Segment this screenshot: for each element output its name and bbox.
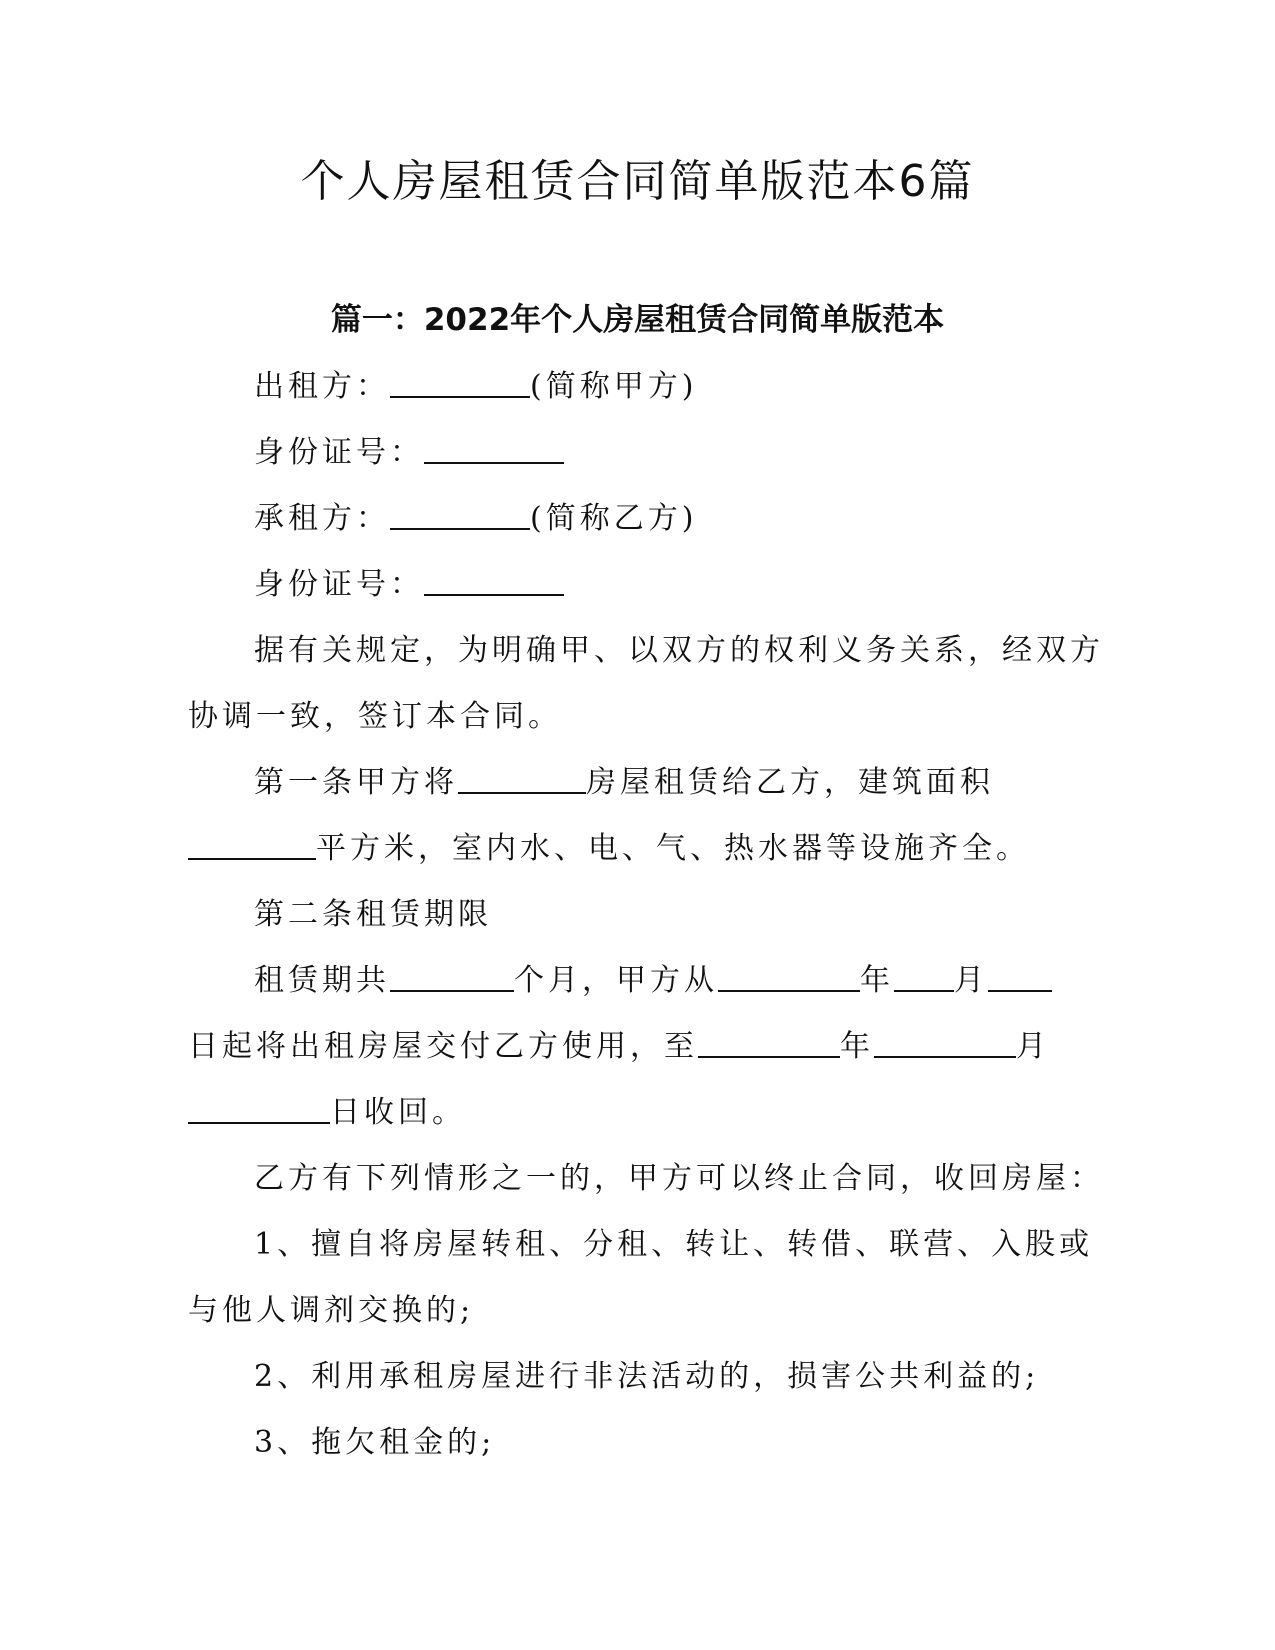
lessor-id-label: 身份证号：: [254, 435, 424, 470]
end-day-blank: [188, 1092, 330, 1124]
preamble-line-1: 据有关规定，为明确甲、以双方的权利义务关系，经双方: [254, 633, 1104, 668]
lessor-suffix: (简称甲方): [530, 369, 698, 404]
article-2-heading: 第二条租赁期限: [254, 897, 492, 932]
lessor-blank: [390, 366, 530, 398]
start-month-blank: [894, 960, 954, 992]
start-day-blank: [988, 960, 1052, 992]
article-1-part-2: 房屋租赁给乙方，建筑面积: [586, 765, 994, 800]
term-line-1: [188, 948, 1088, 1014]
termination-intro: 乙方有下列情形之一的，甲方可以终止合同，收回房屋：: [254, 1161, 1104, 1196]
item-1-line-2: 与他人调剂交换的;: [188, 1293, 475, 1328]
item-3: 3、拖欠租金的;: [254, 1425, 496, 1460]
contract-body: [188, 354, 1104, 1476]
document-title: 个人房屋租赁合同简单版范本6篇: [300, 156, 975, 207]
lessee-id-label: 身份证号：: [254, 567, 424, 602]
term-part-1: 租赁期共: [254, 963, 390, 998]
area-blank: [188, 828, 316, 860]
end-year-blank: [698, 1026, 840, 1058]
end-month-blank: [874, 1026, 1016, 1058]
term-year-1: 年: [860, 963, 894, 998]
lessee-label: 承租方：: [254, 501, 390, 536]
term-year-2: 年: [840, 1029, 874, 1064]
lessee-suffix: (简称乙方): [530, 501, 698, 536]
article-1-part-1: 第一条甲方将: [254, 765, 458, 800]
lessor-id-blank: [424, 432, 564, 464]
lessee-line: [188, 486, 1088, 552]
lessee-id-blank: [424, 564, 564, 596]
item-1-line-1: 1、擅自将房屋转租、分租、转让、转借、联营、入股或: [254, 1227, 1094, 1262]
lessee-id-line: [188, 552, 1088, 618]
section-heading: 篇一：2022年个人房屋租赁合同简单版范本: [330, 302, 945, 338]
term-line-3: [188, 1080, 1088, 1146]
term-month-1: 月: [954, 963, 988, 998]
property-blank: [458, 762, 586, 794]
article-1-line-2: [188, 816, 1088, 882]
lessee-blank: [390, 498, 530, 530]
term-part-4: 日收回。: [330, 1095, 466, 1130]
article-1-part-3: 平方米，室内水、电、气、热水器等设施齐全。: [316, 831, 1030, 866]
lessor-id-line: [188, 420, 1088, 486]
term-part-3: 日起将出租房屋交付乙方使用，至: [188, 1029, 698, 1064]
start-year-blank: [718, 960, 860, 992]
item-2: 2、利用承租房屋进行非法活动的，损害公共利益的;: [254, 1359, 1040, 1394]
article-1-line-1: [188, 750, 1088, 816]
lessor-line: [188, 354, 1088, 420]
preamble-line-2: 协调一致，签订本合同。: [188, 699, 562, 734]
term-month-2: 月: [1016, 1029, 1050, 1064]
lessor-label: 出租方：: [254, 369, 390, 404]
term-part-2: 个月，甲方从: [514, 963, 718, 998]
term-line-2: [188, 1014, 1088, 1080]
months-blank: [390, 960, 514, 992]
